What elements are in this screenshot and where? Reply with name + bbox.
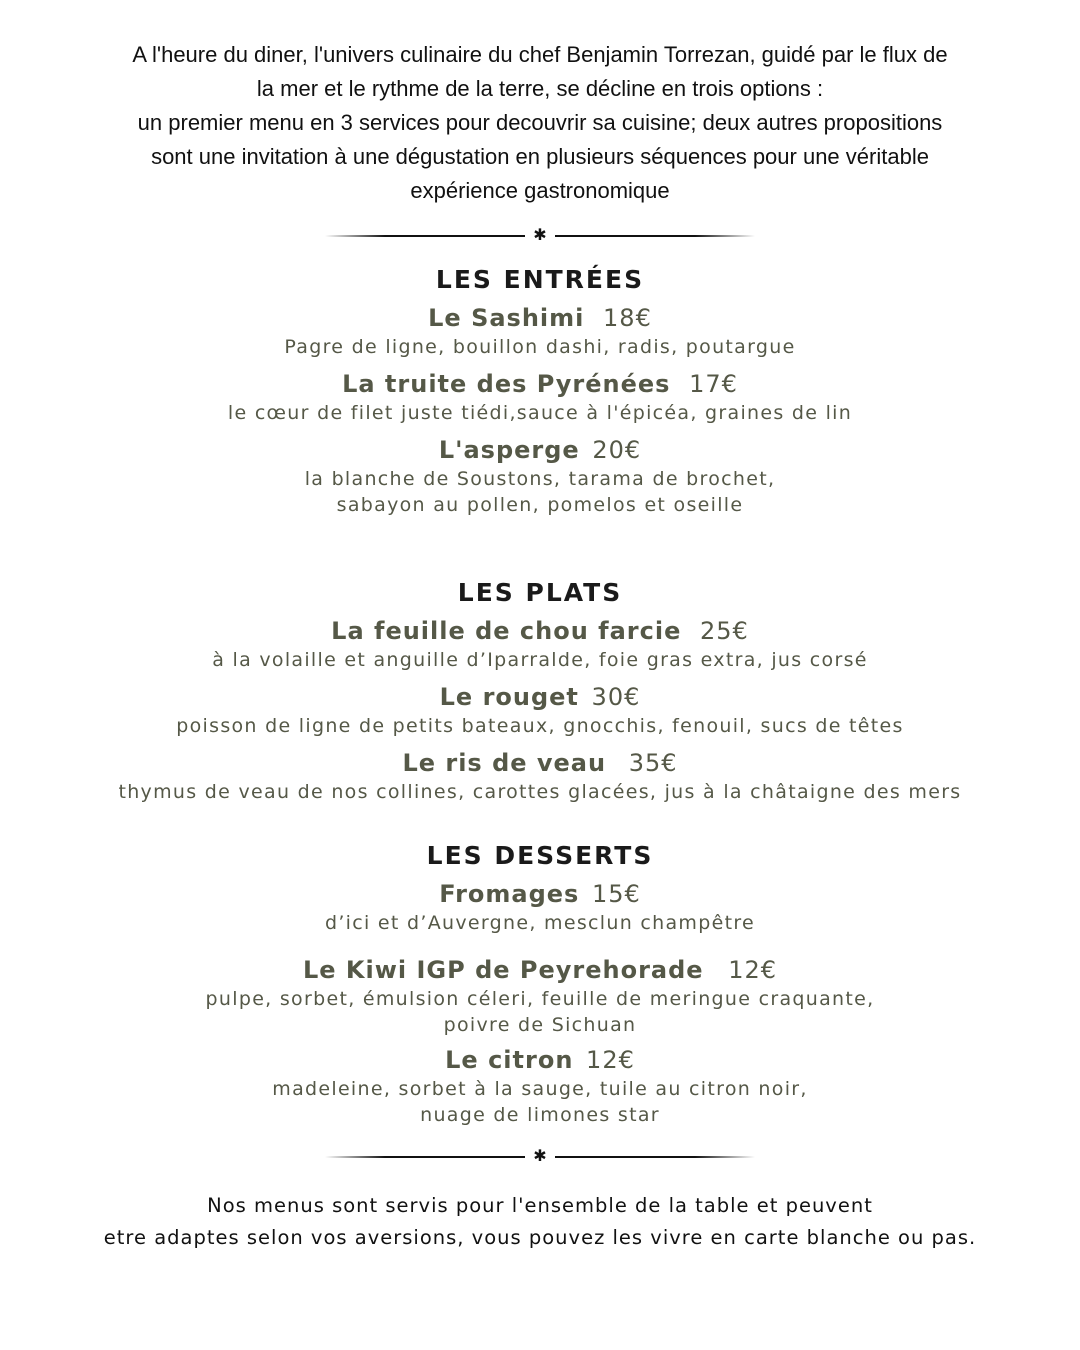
divider-line-right (555, 235, 755, 237)
dish-heading (60, 615, 1020, 647)
footer-line: etre adaptes selon vos aversions, vous pouvez les vivre en carte blanche ou pas. (103, 1226, 977, 1249)
dish-description-line: Pagre de ligne, bouillon dashi, radis, poutargue (284, 336, 796, 358)
dish-name: Le Sashimi (428, 304, 585, 332)
dish-item (60, 747, 1020, 805)
bottom-divider (325, 1146, 755, 1165)
dish-item (60, 302, 1020, 360)
dish-price: 35€ (628, 749, 678, 777)
dish-heading (60, 747, 1020, 779)
dish-heading (60, 368, 1020, 400)
dish-description-line: la blanche de Soustons, tarama de brochet, (304, 468, 776, 490)
dish-price: 15€ (591, 880, 641, 908)
dish-name: Le citron (445, 1046, 574, 1074)
intro-line: la mer et le rythme de la terre, se décline en trois options : (256, 76, 824, 101)
dish-description-line: thymus de veau de nos collines, carottes glacées, jus à la châtaigne des mers (118, 781, 962, 803)
dish-description-line: madeleine, sorbet à la sauge, tuile au citron noir, (272, 1078, 808, 1100)
dish-price: 20€ (592, 436, 642, 464)
section-entrees (60, 260, 1020, 518)
dish-description (60, 647, 1020, 673)
dish-heading (60, 681, 1020, 713)
intro-line: un premier menu en 3 services pour decouvrir sa cuisine; deux autres propositions (137, 110, 943, 135)
dish-heading (60, 954, 1020, 986)
dish-description (60, 986, 1020, 1038)
section-title-entrees: LES ENTRÉES (435, 265, 645, 294)
dish-price: 18€ (603, 304, 652, 332)
dish-price: 30€ (591, 683, 641, 711)
dish-item (60, 368, 1020, 426)
section-desserts (60, 836, 1020, 1128)
dish-name: Le rouget (439, 683, 579, 711)
dish-price: 12€ (728, 956, 778, 984)
section-plats (60, 573, 1020, 805)
top-divider (325, 225, 755, 244)
dish-description (60, 1076, 1020, 1128)
dish-description (60, 334, 1020, 360)
dish-name: La truite des Pyrénées (342, 370, 671, 398)
dish-heading (60, 1044, 1020, 1076)
intro-line: expérience gastronomique (410, 178, 670, 203)
dish-price: 12€ (586, 1046, 635, 1074)
footer-line: Nos menus sont servis pour l'ensemble de la table et peuvent (207, 1194, 873, 1217)
dish-heading (60, 434, 1020, 466)
dish-price: 25€ (700, 617, 749, 645)
divider-line-left (325, 235, 525, 237)
dish-name: La feuille de chou farcie (331, 617, 682, 645)
star-ornament-icon: ✱ (533, 1146, 547, 1165)
dish-description-line: d’ici et d’Auvergne, mesclun champêtre (324, 912, 755, 934)
dish-heading (60, 878, 1020, 910)
dish-description-line: pulpe, sorbet, émulsion céleri, feuille de meringue craquante, (205, 988, 875, 1010)
intro-line: sont une invitation à une dégustation en plusieurs séquences pour une véritable (151, 144, 929, 169)
dish-name: Le Kiwi IGP de Peyrehorade (302, 956, 704, 984)
dish-item (60, 434, 1020, 518)
intro-line: A l'heure du diner, l'univers culinaire du chef Benjamin Torrezan, guidé par le flux de (132, 42, 948, 67)
dish-description-line: le cœur de filet juste tiédi,sauce à l'épicéa, graines de lin (227, 402, 853, 424)
star-ornament-icon: ✱ (533, 225, 547, 244)
footer-note (60, 1190, 1020, 1254)
dish-description-line: poisson de ligne de petits bateaux, gnocchis, fenouil, sucs de têtes (176, 715, 904, 737)
dish-name: L'asperge (438, 436, 580, 464)
dish-description (60, 910, 1020, 936)
divider-line-right (555, 1156, 755, 1158)
dish-name: Fromages (439, 880, 580, 908)
dish-description-line: poivre de Sichuan (443, 1014, 637, 1036)
dish-item (60, 878, 1020, 936)
dish-item (60, 1044, 1020, 1128)
section-title-desserts: LES DESSERTS (426, 841, 654, 870)
dish-item (60, 681, 1020, 739)
dish-description (60, 779, 1020, 805)
dish-item (60, 954, 1020, 1038)
intro-text (60, 38, 1020, 208)
dish-description (60, 466, 1020, 518)
dish-description-line: nuage de limones star (420, 1104, 660, 1126)
dish-price: 17€ (689, 370, 738, 398)
dish-item (60, 615, 1020, 673)
dish-description-line: sabayon au pollen, pomelos et oseille (336, 494, 744, 516)
dish-description (60, 400, 1020, 426)
dish-name: Le ris de veau (402, 749, 607, 777)
dish-heading (60, 302, 1020, 334)
dish-description-line: à la volaille et anguille d’Iparralde, foie gras extra, jus corsé (212, 649, 868, 671)
section-title-plats: LES PLATS (457, 578, 623, 607)
dish-description (60, 713, 1020, 739)
divider-line-left (325, 1156, 525, 1158)
